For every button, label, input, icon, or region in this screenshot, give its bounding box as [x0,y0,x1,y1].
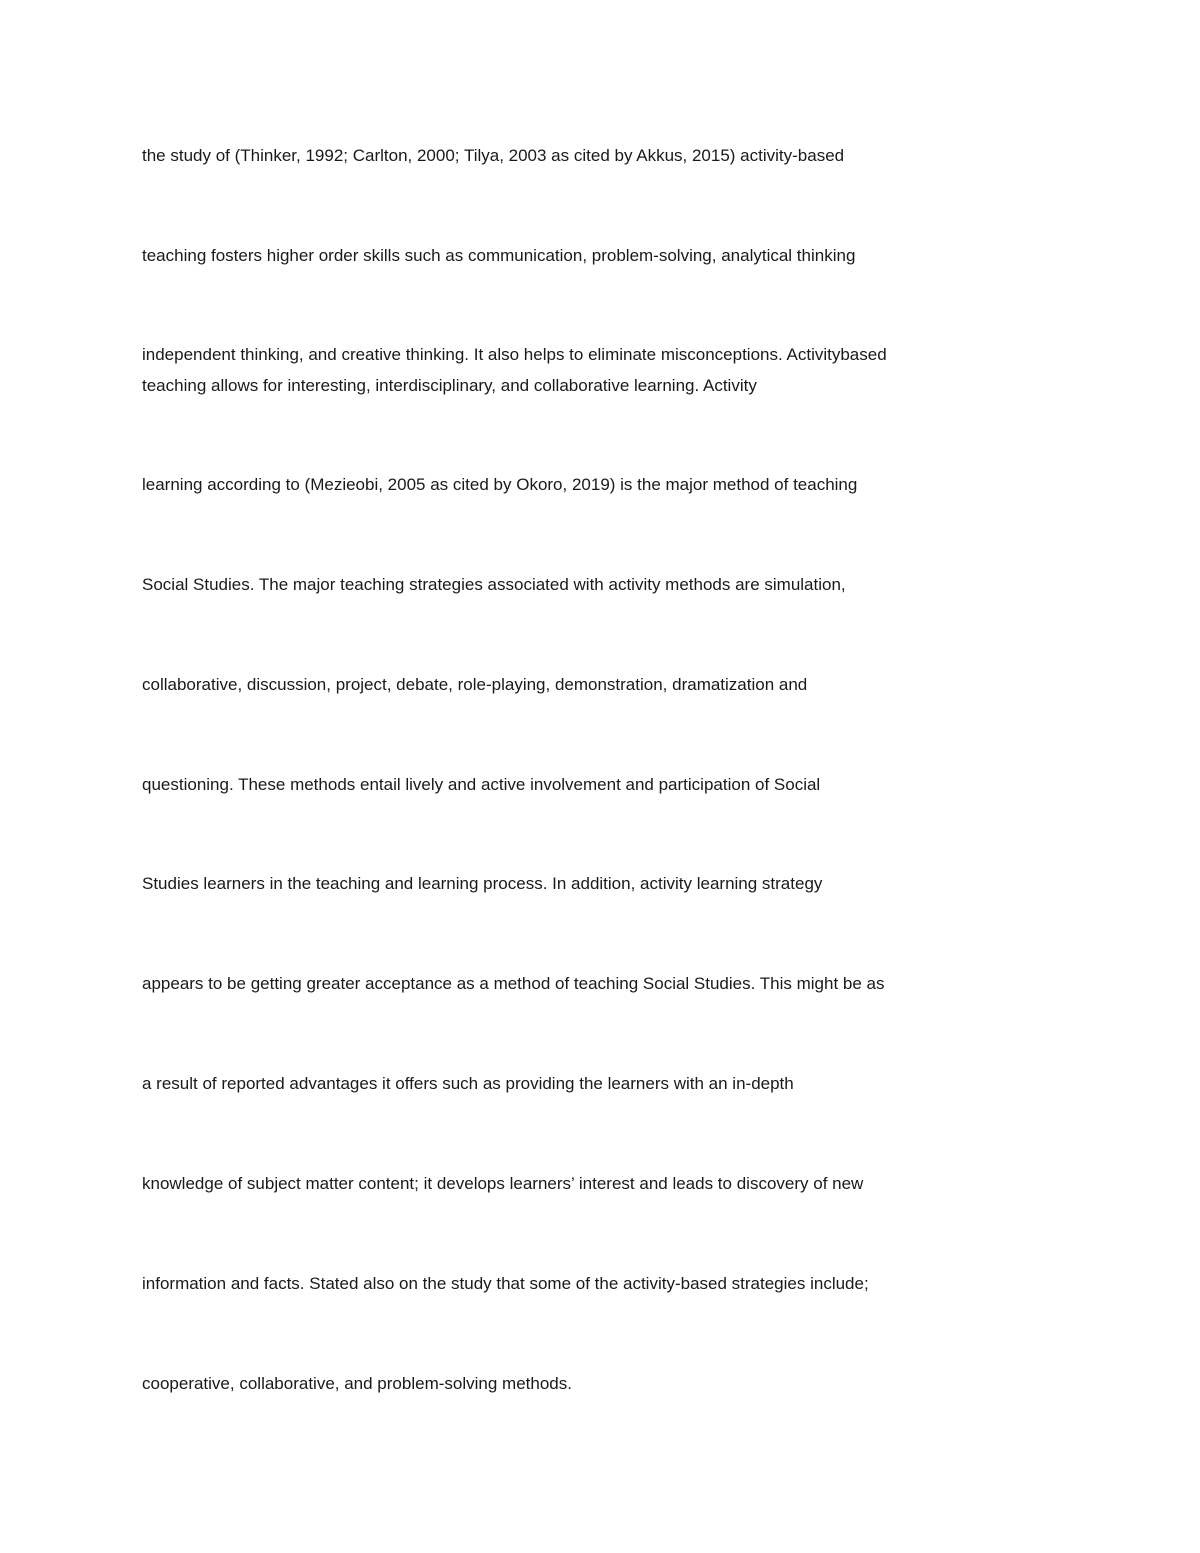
text-line: cooperative, collaborative, and problem-solving methods. [142,1374,572,1393]
text-line: knowledge of subject matter content; it develops learners’ interest and leads to discovery of new [142,1174,864,1193]
text-line: the study of (Thinker, 1992; Carlton, 2000; Tilya, 2003 as cited by Akkus, 2015) activity-based [142,146,845,165]
text-line: teaching fosters higher order skills such as communication, problem-solving, analytical thinking [142,246,856,265]
text-line: independent thinking, and creative thinking. It also helps to eliminate misconceptions. Activitybased [142,345,887,364]
text-line: collaborative, discussion, project, debate, role-playing, demonstration, dramatization and [142,675,808,694]
text-line: questioning. These methods entail lively and active involvement and participation of Social [142,775,821,794]
text-line: appears to be getting greater acceptance as a method of teaching Social Studies. This might be as [142,974,885,993]
text-line: Studies learners in the teaching and learning process. In addition, activity learning strategy [142,874,823,893]
text-line: a result of reported advantages it offers such as providing the learners with an in-depth [142,1074,794,1093]
text-line: teaching allows for interesting, interdisciplinary, and collaborative learning. Activity [142,376,757,395]
text-line: learning according to (Mezieobi, 2005 as cited by Okoro, 2019) is the major method of teaching [142,475,858,494]
text-line: Social Studies. The major teaching strategies associated with activity methods are simulation, [142,575,846,594]
text-line: information and facts. Stated also on the study that some of the activity-based strategies include; [142,1274,869,1293]
